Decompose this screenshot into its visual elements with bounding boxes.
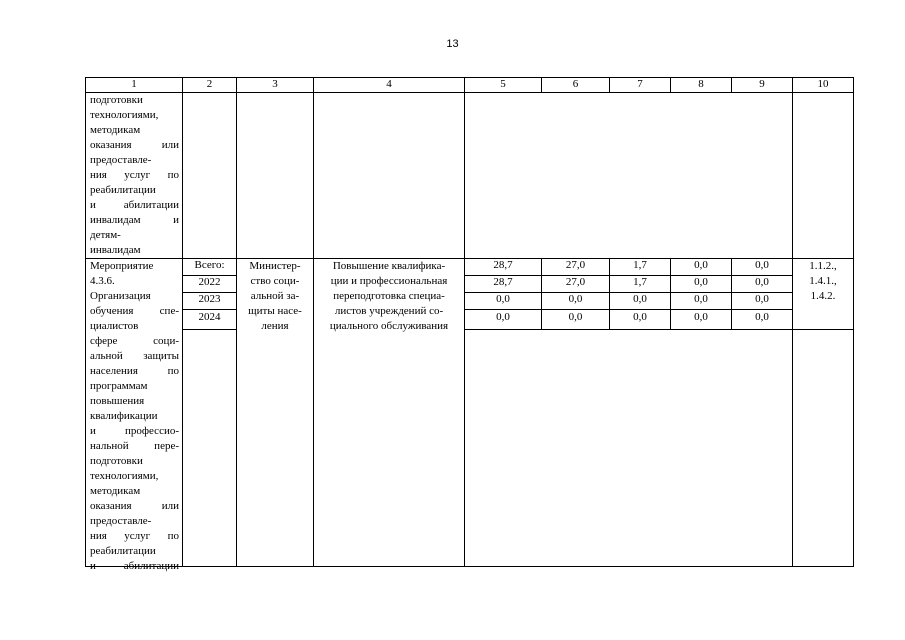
year-cell: 2022 bbox=[198, 276, 221, 288]
result-line: листов учреждений со- bbox=[334, 305, 444, 317]
year-cell: 2023 bbox=[198, 293, 221, 305]
column-header: 4 bbox=[386, 78, 392, 90]
measure-title-line: ния услуг по bbox=[90, 530, 179, 542]
column-header: 8 bbox=[698, 78, 704, 90]
continued-text-line: оказания или bbox=[90, 139, 179, 151]
measure-title-line: альной защиты bbox=[90, 350, 179, 362]
column-header: 5 bbox=[500, 78, 506, 90]
column-header: 1 bbox=[131, 78, 137, 90]
value-cell: 1,7 bbox=[633, 259, 647, 271]
value-cell: 0,0 bbox=[694, 293, 708, 305]
measure-title-line: Мероприятие bbox=[90, 260, 154, 272]
value-cell: 0,0 bbox=[633, 311, 647, 323]
value-cell: 0,0 bbox=[633, 293, 647, 305]
measure-title-line: технологиями, bbox=[90, 470, 159, 482]
executor-line: ство соци- bbox=[250, 275, 300, 287]
measure-title-line: Организация bbox=[90, 290, 151, 302]
measure-title-line: и абилитации bbox=[90, 560, 179, 572]
continued-text-line: ния услуг по bbox=[90, 169, 179, 181]
value-cell: 0,0 bbox=[568, 293, 583, 305]
column-header: 3 bbox=[272, 78, 278, 90]
indicator-line: 1.4.2. bbox=[810, 290, 836, 302]
value-cell: 28,7 bbox=[493, 259, 513, 271]
result-line: переподготовка специа- bbox=[333, 290, 445, 302]
measure-title-line: населения по bbox=[90, 365, 179, 377]
measure-title-line: квалификации bbox=[90, 410, 158, 422]
continued-text-line: технологиями, bbox=[90, 109, 159, 121]
measure-title-line: и профессио- bbox=[90, 425, 179, 437]
page-number: 13 bbox=[446, 38, 459, 50]
executor-line: ления bbox=[261, 320, 289, 332]
column-header: 2 bbox=[206, 78, 213, 90]
value-cell: 27,0 bbox=[565, 259, 586, 271]
measure-title-line: подготовки bbox=[90, 455, 143, 467]
continued-text-line: реабилитации bbox=[90, 184, 156, 196]
value-cell: 0,0 bbox=[755, 259, 769, 271]
col-divider bbox=[792, 78, 793, 567]
value-cell: 0,0 bbox=[755, 311, 769, 323]
value-cell: 0,0 bbox=[496, 311, 510, 323]
value-cell: 28,7 bbox=[493, 276, 513, 288]
column-header: 7 bbox=[637, 78, 643, 90]
result-line: ции и профессиональная bbox=[330, 275, 448, 287]
measure-title-line: повышения bbox=[90, 395, 145, 407]
executor-line: альной за- bbox=[250, 290, 300, 302]
measure-title-line: 4.3.6. bbox=[90, 275, 115, 287]
indicator-line: 1.1.2., bbox=[809, 260, 837, 272]
measure-title-line: методикам bbox=[90, 485, 141, 497]
indicator-line: 1.4.1., bbox=[809, 275, 837, 287]
continued-text-line: инвалидам и bbox=[90, 214, 179, 226]
budget-table bbox=[85, 77, 854, 572]
continued-text-line: методикам bbox=[90, 124, 141, 136]
value-cell: 0,0 bbox=[694, 276, 708, 288]
executor-line: щиты насе- bbox=[248, 305, 302, 317]
executor-line: Министер- bbox=[249, 260, 301, 272]
column-header: 9 bbox=[759, 78, 765, 90]
continued-text-line: детям- bbox=[90, 229, 121, 241]
measure-title-line: обучения спе- bbox=[90, 305, 179, 317]
measure-title-line: программам bbox=[90, 380, 148, 392]
measure-title-line: циалистов bbox=[90, 320, 139, 332]
measure-title-line: реабилитации bbox=[90, 545, 156, 557]
value-cell: 0,0 bbox=[568, 311, 583, 323]
column-header: 6 bbox=[572, 78, 579, 90]
value-cell: 0,0 bbox=[496, 293, 510, 305]
year-cell: Всего: bbox=[194, 259, 225, 271]
continued-text-line: подготовки bbox=[90, 94, 143, 106]
value-cell: 1,7 bbox=[633, 276, 647, 288]
continued-text-line: предоставле- bbox=[90, 154, 152, 166]
continued-text-line: и абилитации bbox=[90, 199, 179, 211]
continued-text-line: инвалидам bbox=[90, 244, 141, 256]
result-line: Повышение квалифика- bbox=[332, 260, 446, 272]
measure-title-line: нальной пере- bbox=[90, 440, 179, 452]
year-cell: 2024 bbox=[198, 311, 221, 323]
values-block-bottom bbox=[465, 329, 853, 330]
value-cell: 0,0 bbox=[755, 293, 769, 305]
column-header: 10 bbox=[817, 78, 829, 90]
value-cell: 0,0 bbox=[694, 311, 708, 323]
result-line: циального обслуживания bbox=[329, 320, 449, 332]
value-cell: 0,0 bbox=[755, 276, 769, 288]
measure-title-line: предоставле- bbox=[90, 515, 152, 527]
year-row-divider bbox=[183, 329, 236, 330]
value-cell: 27,0 bbox=[565, 276, 586, 288]
measure-title-line: оказания или bbox=[90, 500, 179, 512]
value-cell: 0,0 bbox=[694, 259, 708, 271]
measure-title-line: сфере соци- bbox=[90, 335, 179, 347]
